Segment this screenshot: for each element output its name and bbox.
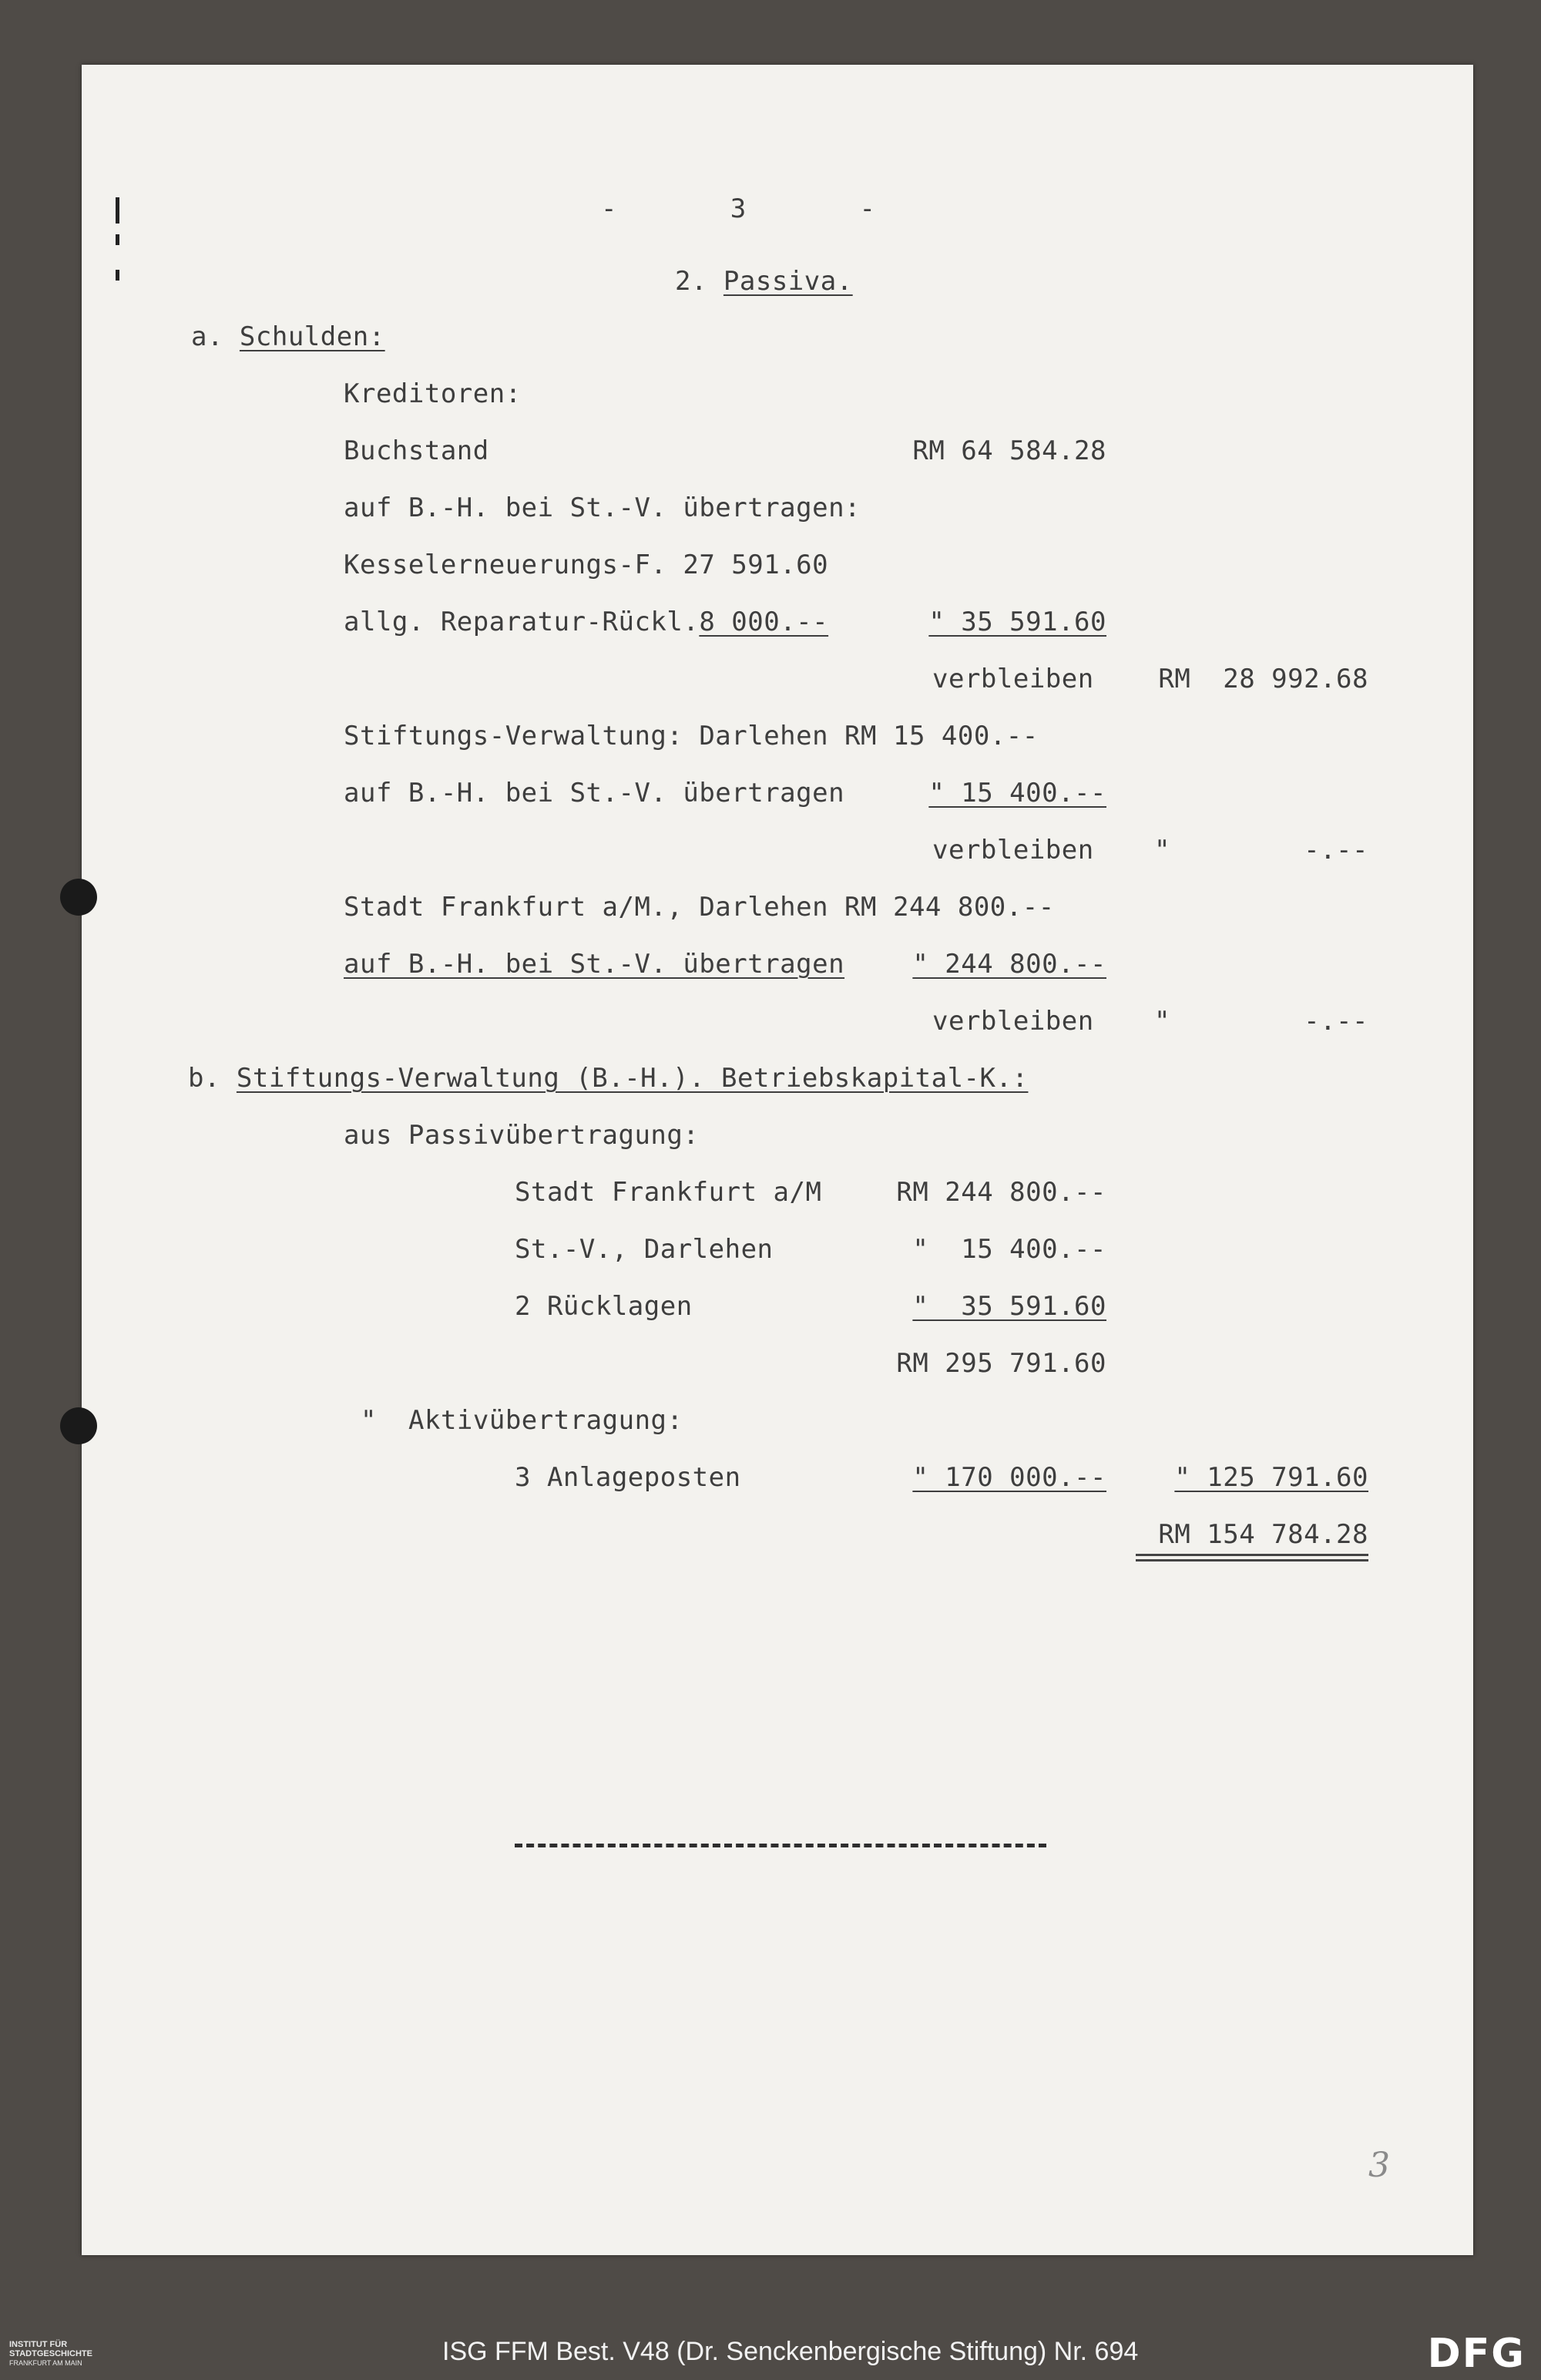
double-underline bbox=[1136, 1554, 1368, 1561]
verbleiben-value: RM 28 992.68 bbox=[1158, 664, 1368, 694]
verbleiben-value: -.-- bbox=[1304, 1006, 1368, 1037]
stiftung-line: Stiftungs-Verwaltung: Darlehen RM 15 400.-- bbox=[344, 721, 1039, 751]
kreditoren-label: Kreditoren: bbox=[344, 378, 522, 409]
verbleiben-label: verbleiben bbox=[932, 664, 1094, 694]
aktiv-label: Aktivübertragung: bbox=[408, 1405, 683, 1436]
ditto-mark: " bbox=[1154, 835, 1170, 866]
verbleiben-label: verbleiben bbox=[932, 835, 1094, 866]
document-page bbox=[82, 65, 1473, 2255]
b-row-label: 2 Rücklagen bbox=[515, 1291, 693, 1322]
verbleiben-label: verbleiben bbox=[932, 1006, 1094, 1037]
transfer-line: auf B.-H. bei St.-V. übertragen bbox=[344, 949, 845, 980]
reparatur-total: " 35 591.60 bbox=[928, 607, 1106, 637]
punch-hole-top bbox=[60, 879, 97, 916]
anlage-result: " 125 791.60 bbox=[1174, 1462, 1368, 1493]
section-heading: 2. Passiva. bbox=[675, 266, 853, 297]
margin-mark bbox=[116, 270, 119, 281]
passiv-label: aus Passivübertragung: bbox=[344, 1120, 700, 1151]
ditto-mark: " bbox=[361, 1405, 377, 1436]
b-row-value: RM 244 800.-- bbox=[896, 1177, 1106, 1208]
archive-caption: ISG FFM Best. V48 (Dr. Senckenbergische Stiftung) Nr. 694 bbox=[442, 2337, 1139, 2366]
verbleiben-value: -.-- bbox=[1304, 835, 1368, 866]
buchstand-label: Buchstand bbox=[344, 435, 489, 466]
transfer-value: " 244 800.-- bbox=[912, 949, 1106, 980]
dfg-logo: DFG bbox=[1427, 2331, 1526, 2377]
b-row-label: Stadt Frankfurt a/M bbox=[515, 1177, 822, 1208]
b-row-value: " 15 400.-- bbox=[912, 1234, 1106, 1265]
grand-total: RM 154 784.28 bbox=[1158, 1519, 1368, 1550]
institute-logo: INSTITUT FÜR STADTGESCHICHTE FRANKFURT AM MAIN bbox=[9, 2340, 92, 2367]
transfer-line: auf B.-H. bei St.-V. übertragen bbox=[344, 778, 845, 808]
punch-hole-bottom bbox=[60, 1407, 97, 1444]
pencil-page-number: 3 bbox=[1368, 2146, 1390, 2185]
anlage-label: 3 Anlageposten bbox=[515, 1462, 741, 1493]
kessel-line: Kesselerneuerungs-F. 27 591.60 bbox=[344, 550, 829, 580]
page-number: - 3 - bbox=[601, 193, 876, 224]
b-row-value: " 35 591.60 bbox=[912, 1291, 1106, 1322]
closing-dash-line bbox=[515, 1844, 1046, 1847]
b-row-label: St.-V., Darlehen bbox=[515, 1234, 774, 1265]
section-a-heading: a. Schulden: bbox=[191, 321, 385, 352]
margin-mark bbox=[116, 197, 119, 224]
section-b-heading: b. Stiftungs-Verwaltung (B.-H.). Betriebskapital-K.: bbox=[188, 1063, 1029, 1094]
reparatur-line: allg. Reparatur-Rückl.8 000.-- bbox=[344, 607, 829, 637]
buchstand-value: RM 64 584.28 bbox=[912, 435, 1106, 466]
frankfurt-line: Stadt Frankfurt a/M., Darlehen RM 244 800.-- bbox=[344, 892, 1055, 923]
b-subtotal: RM 295 791.60 bbox=[896, 1348, 1106, 1379]
transfer-value: " 15 400.-- bbox=[928, 778, 1106, 808]
transfer-line: auf B.-H. bei St.-V. übertragen: bbox=[344, 492, 861, 523]
anlage-value: " 170 000.-- bbox=[912, 1462, 1106, 1493]
margin-mark bbox=[116, 234, 119, 245]
ditto-mark: " bbox=[1154, 1006, 1170, 1037]
archive-footer bbox=[0, 2325, 1541, 2380]
